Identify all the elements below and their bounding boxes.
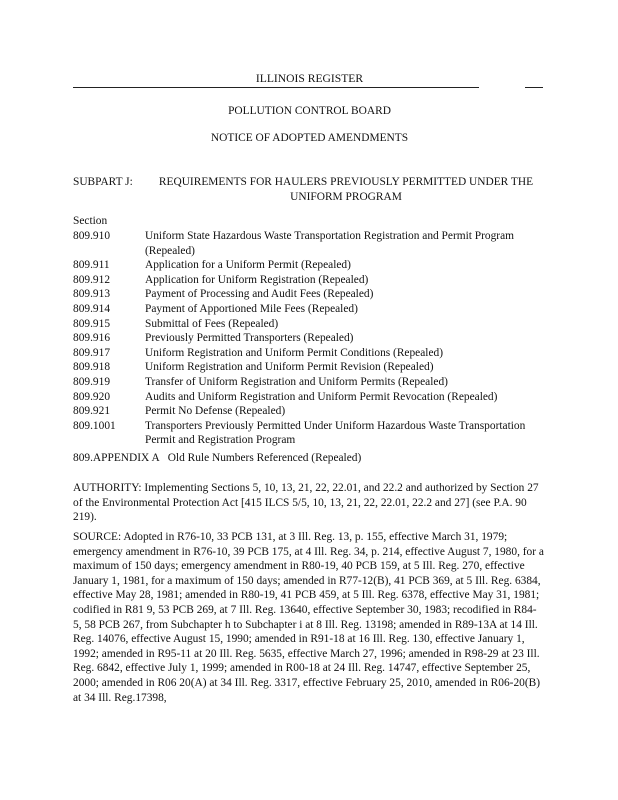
section-title: Application for a Uniform Permit (Repealed) bbox=[145, 259, 351, 272]
section-title: Permit No Defense (Repealed) bbox=[145, 405, 286, 418]
source-paragraph: SOURCE: Adopted in R76-10, 33 PCB 131, at 3 Ill. Reg. 13, p. 155, effective March 31, 1979; emergency amendment in R76-10, 39 PCB 175, at 4 Ill. Reg. 34, p. 214, effective August 7, 1980, for a maximum of 150 days; emergency amendment in R80-19, 40 PCB 159, at 5 Ill. Reg. 270, effective January 1, 1981, for a maximum of 150 days; amended in R77-12(B), 41 PCB 369, at 5 Ill. Reg. 6384, effective May 28, 1981; amended in R80-19, 41 PCB 459, at 5 Ill. Reg. 6378, effective May 31, 1981; codified in R81 9, 53 PCB 269, at 7 Ill. Reg. 13640, effective September 30, 1983; recodified in R84-5, 58 PCB 267, from Subchapter h to Subchapter i at 8 Ill. Reg. 13198; amended in R89-13A at 14 Ill. Reg. 14076, effective August 15, 1990; amended in R91-18 at 16 Ill. Reg. 130, effective January 1, 1992; amended in R95-11 at 20 Ill. Reg. 5635, effective March 27, 1996; amended in R98-29 at 23 Ill. Reg. 6842, effective July 1, 1999; amended in R00-18 at 24 Ill. Reg. 14747, effective September 25, 2000; amended in R06 20(A) at 34 Ill. Reg. 3317, effective February 25, 2010, amended in R06-20(B) at 34 Ill. Reg.17398, bbox=[73, 531, 544, 704]
section-title: Application for Uniform Registration (Repealed) bbox=[145, 273, 369, 286]
section-number: 809.915 bbox=[73, 317, 111, 330]
section-entry bbox=[73, 258, 548, 273]
section-title: Transporters Previously Permitted Under Uniform Hazardous Waste Transportation Permit and Registration Program bbox=[145, 419, 526, 447]
section-title: Uniform State Hazardous Waste Transportation Registration and Permit Program (Repealed) bbox=[145, 230, 515, 257]
section-number: 809.910 bbox=[73, 230, 111, 242]
section-title: Uniform Registration and Uniform Permit Revision (Repealed) bbox=[145, 361, 434, 374]
section-number: 809.912 bbox=[73, 273, 111, 286]
section-number: 809.917 bbox=[73, 346, 111, 359]
section-entry bbox=[73, 229, 548, 258]
section-title: Previously Permitted Transporters (Repealed) bbox=[145, 332, 354, 345]
section-column-heading: Section bbox=[73, 215, 108, 227]
section-entry bbox=[73, 287, 548, 302]
appendix-number: 809.APPENDIX A bbox=[73, 452, 160, 464]
section-title: Uniform Registration and Uniform Permit Conditions (Repealed) bbox=[145, 346, 444, 359]
authority-paragraph: AUTHORITY: Implementing Sections 5, 10, 13, 21, 22, 22.01, and 22.2 and authorized by Section 27 of the Environmental Protection Act [415 ILCS 5/5, 10, 13, 21, 22, 22.01, 22.2 and 27] (see P.A. 90 219). bbox=[73, 482, 539, 524]
register-title: ILLINOIS REGISTER bbox=[255, 72, 364, 85]
section-number: 809.911 bbox=[73, 259, 110, 272]
section-number: 809.916 bbox=[73, 332, 111, 345]
subpart-label: SUBPART J: bbox=[73, 176, 133, 188]
subpart-title: REQUIREMENTS FOR HAULERS PREVIOUSLY PERMITTED UNDER THE UNIFORM PROGRAM bbox=[158, 176, 534, 203]
section-number: 809.918 bbox=[73, 361, 111, 374]
section-title: Payment of Apportioned Mile Fees (Repealed) bbox=[145, 302, 358, 315]
section-number: 809.919 bbox=[73, 375, 111, 388]
section-number: 809.921 bbox=[73, 405, 111, 418]
appendix-entry bbox=[73, 451, 361, 466]
section-entry bbox=[73, 390, 548, 405]
agency-title: POLLUTION CONTROL BOARD bbox=[228, 105, 391, 117]
section-entry bbox=[73, 273, 548, 288]
section-list bbox=[73, 229, 548, 448]
notice-title: NOTICE OF ADOPTED AMENDMENTS bbox=[210, 132, 409, 144]
section-number: 809.920 bbox=[73, 390, 111, 403]
section-entry bbox=[73, 404, 548, 419]
section-number: 809.914 bbox=[73, 302, 111, 315]
section-entry bbox=[73, 360, 548, 375]
section-number: 809.913 bbox=[73, 288, 111, 301]
appendix-title: Old Rule Numbers Referenced (Repealed) bbox=[167, 452, 362, 464]
section-title: Submittal of Fees (Repealed) bbox=[145, 317, 279, 330]
section-title: Payment of Processing and Audit Fees (Repealed) bbox=[145, 288, 374, 301]
section-number: 809.1001 bbox=[73, 419, 116, 432]
page-number-rule bbox=[525, 87, 543, 88]
section-entry bbox=[73, 317, 548, 332]
header-rule bbox=[73, 87, 479, 88]
section-entry bbox=[73, 302, 548, 317]
section-title: Transfer of Uniform Registration and Uniform Permits (Repealed) bbox=[145, 375, 448, 388]
section-entry bbox=[73, 331, 548, 346]
section-title: Audits and Uniform Registration and Uniform Permit Revocation (Repealed) bbox=[145, 390, 498, 403]
section-entry bbox=[73, 346, 548, 361]
section-entry bbox=[73, 375, 548, 390]
section-entry bbox=[73, 419, 548, 448]
